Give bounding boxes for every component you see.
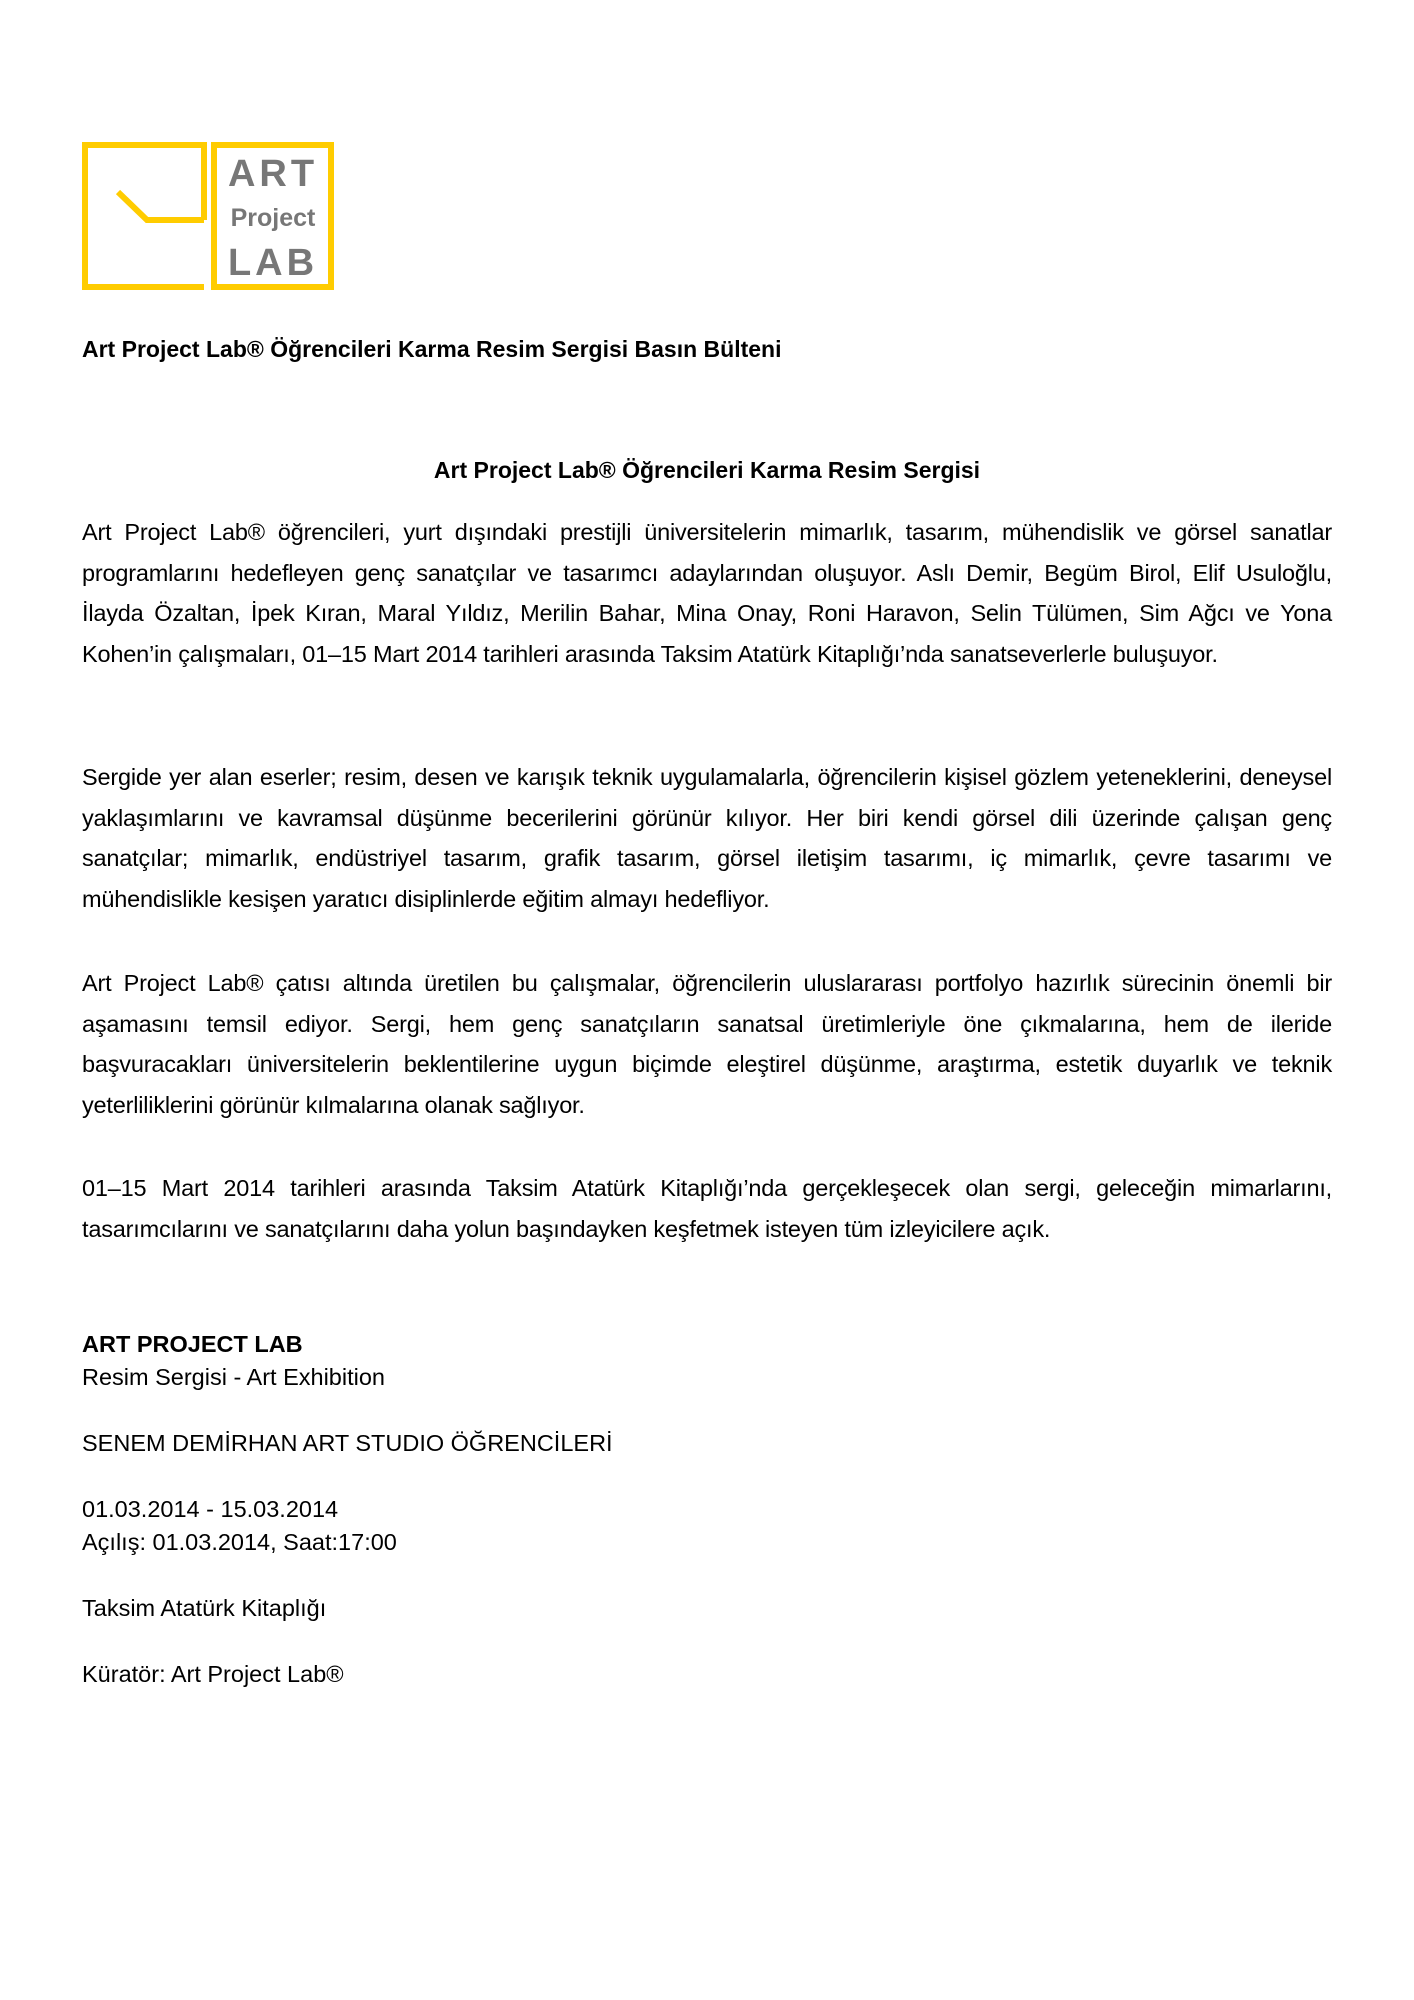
logo-text-project: Project — [230, 204, 316, 232]
logo-graphic — [80, 140, 336, 292]
logo-text-lab: LAB — [227, 242, 319, 284]
venue: Taksim Atatürk Kitaplığı — [82, 1595, 327, 1621]
paragraph-invitation: 01–15 Mart 2014 tarihleri arasında Taksim Atatürk Kitaplığı’nda gerçekleşecek olan sergi, geleceğin mimarlarını, tasarımcılarını ve sanatçılarını daha yolun başındayken keşfetmek isteyen tüm izleyicilere açık. — [82, 1175, 1332, 1242]
info-block-organizer — [82, 1328, 385, 1394]
art-project-lab-logo — [80, 140, 336, 292]
curator: Küratör: Art Project Lab® — [82, 1661, 344, 1687]
logo-diagonal-icon — [118, 192, 204, 220]
opening-time: Açılış: 01.03.2014, Saat:17:00 — [82, 1529, 397, 1555]
document-subtitle: Art Project Lab® Öğrencileri Karma Resim Sergisi — [433, 457, 981, 483]
paragraph-works: Sergide yer alan eserler; resim, desen ve karışık teknik uygulamalarla, öğrencilerin kişisel gözlem yeteneklerini, deneysel yaklaşımlarını ve kavramsal düşünme becerilerini görünür kılıyor. Her biri kendi görsel dili üzerinde çalışan genç sanatçılar; mimarlık, endüstriyel tasarım, grafik tasarım, görsel iletişim tasarımı, iç mimarlık, çevre tasarımı ve mühendislikle kesişen yaratıcı disiplinlerde eğitim almayı hedefliyor. — [82, 764, 1332, 912]
event-type: Resim Sergisi - Art Exhibition — [82, 1364, 385, 1390]
date-range: 01.03.2014 - 15.03.2014 — [82, 1496, 339, 1522]
info-block-dates — [82, 1493, 397, 1559]
paragraph-portfolio: Art Project Lab® çatısı altında üretilen bu çalışmalar, öğrencilerin uluslararası portfolyo hazırlık sürecinin önemli bir aşamasını temsil ediyor. Sergi, hem genç sanatçıların sanatsal üretimleriyle öne çıkmalarına, hem de ileride başvuracakları üniversitelerin beklentilerine uygun biçimde eleştirel düşünme, araştırma, estetik duyarlık ve teknik yeterliliklerini görünür kılmalarına olanak sağlıyor. — [82, 970, 1332, 1118]
participants: SENEM DEMİRHAN ART STUDIO ÖĞRENCİLERİ — [82, 1430, 613, 1456]
document-title: Art Project Lab® Öğrencileri Karma Resim Sergisi Basın Bülteni — [82, 336, 782, 362]
logo-text-art: ART — [227, 153, 319, 195]
paragraph-intro: Art Project Lab® öğrencileri, yurt dışındaki prestijli üniversitelerin mimarlık, tasarım, mühendislik ve görsel sanatlar programlarını hedefleyen genç sanatçılar ve tasarımcı adaylarından oluşuyor. Aslı Demir, Begüm Birol, Elif Usuloğlu, İlayda Özaltan, İpek Kıran, Maral Yıldız, Merilin Bahar, Mina Onay, Roni Haravon, Selin Tülümen, Sim Ağcı ve Yona Kohen’in çalışmaları, 01–15 Mart 2014 tarihleri arasında Taksim Atatürk Kitaplığı’nda sanatseverlerle buluşuyor. — [82, 519, 1332, 667]
organizer-name: ART PROJECT LAB — [82, 1331, 303, 1357]
